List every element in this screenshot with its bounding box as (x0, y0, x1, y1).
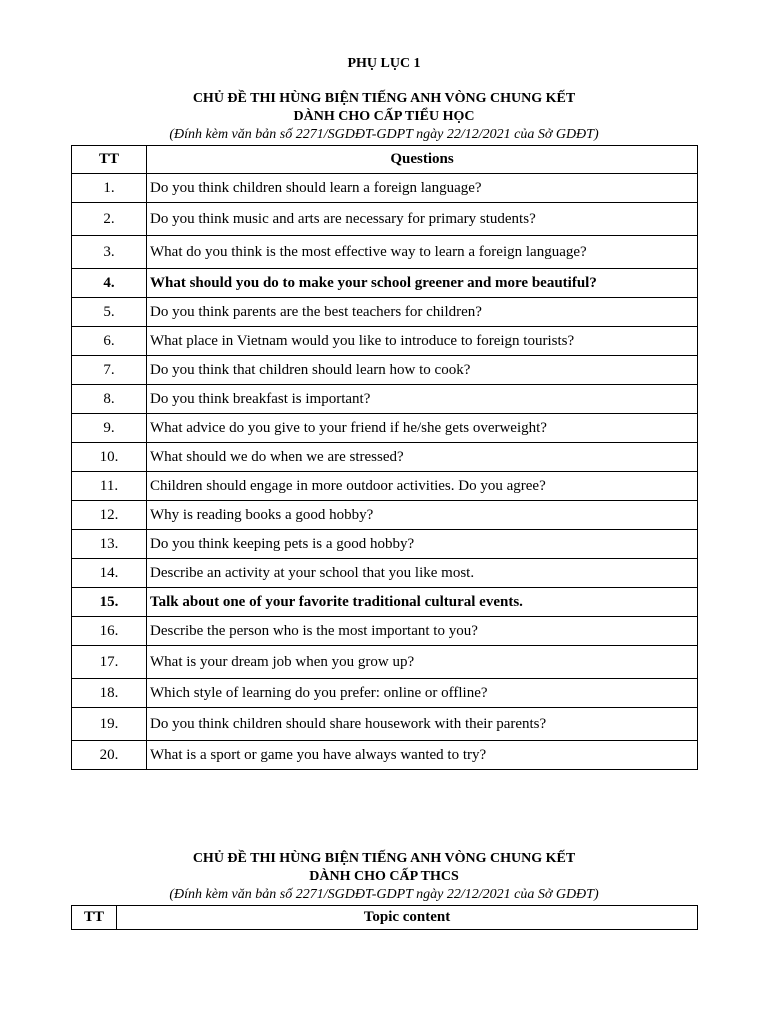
section1-title-line2: DÀNH CHO CẤP TIỂU HỌC (293, 109, 475, 124)
row-question: What should you do to make your school greener and more beautiful? (147, 269, 698, 298)
row-number: 12. (72, 501, 147, 530)
row-number: 9. (72, 414, 147, 443)
row-question: Which style of learning do you prefer: online or offline? (147, 679, 698, 708)
row-question: What place in Vietnam would you like to introduce to foreign tourists? (147, 327, 698, 356)
table-row (72, 588, 698, 617)
section2-subtitle: (Đính kèm văn bản số 2271/SGDĐT-GDPT ngày 22/12/2021 của Sở GDĐT) (169, 887, 599, 902)
table-row (72, 298, 698, 327)
table-row (72, 741, 698, 770)
header-topic-content: Topic content (117, 906, 698, 930)
row-number: 2. (72, 203, 147, 236)
row-number: 15. (72, 588, 147, 617)
header-tt: TT (72, 906, 117, 930)
row-number: 1. (72, 174, 147, 203)
row-number: 19. (72, 708, 147, 741)
row-question: Do you think children should learn a foreign language? (147, 174, 698, 203)
topics-table-header (72, 906, 698, 930)
row-number: 6. (72, 327, 147, 356)
section2-title-line1: CHỦ ĐỀ THI HÙNG BIỆN TIẾNG ANH VÒNG CHUNG KẾT (192, 851, 576, 866)
section1-title-line1: CHỦ ĐỀ THI HÙNG BIỆN TIẾNG ANH VÒNG CHUNG KẾT (192, 91, 576, 106)
table-row (72, 203, 698, 236)
table-row (72, 708, 698, 741)
questions-table (71, 145, 698, 770)
table-row (72, 443, 698, 472)
table-row (72, 174, 698, 203)
appendix-title: PHỤ LỤC 1 (347, 56, 421, 71)
table-row (72, 327, 698, 356)
row-question: What is your dream job when you grow up? (147, 646, 698, 679)
section1-subtitle: (Đính kèm văn bản số 2271/SGDĐT-GDPT ngày 22/12/2021 của Sở GDĐT) (169, 127, 599, 142)
row-number: 17. (72, 646, 147, 679)
row-question: What advice do you give to your friend if he/she gets overweight? (147, 414, 698, 443)
row-question: Why is reading books a good hobby? (147, 501, 698, 530)
row-number: 14. (72, 559, 147, 588)
table-row (72, 646, 698, 679)
row-question: Do you think that children should learn how to cook? (147, 356, 698, 385)
table-row (72, 236, 698, 269)
row-number: 4. (72, 269, 147, 298)
row-question: Do you think breakfast is important? (147, 385, 698, 414)
row-question: Do you think children should share housework with their parents? (147, 708, 698, 741)
table-row (72, 559, 698, 588)
row-question: What should we do when we are stressed? (147, 443, 698, 472)
row-question: What do you think is the most effective way to learn a foreign language? (147, 236, 698, 269)
topics-table (71, 905, 698, 930)
table-row (72, 501, 698, 530)
row-number: 20. (72, 741, 147, 770)
row-question: Describe an activity at your school that you like most. (147, 559, 698, 588)
row-question: Talk about one of your favorite traditional cultural events. (147, 588, 698, 617)
table-row (72, 356, 698, 385)
header-questions: Questions (147, 146, 698, 174)
header-tt: TT (72, 146, 147, 174)
table-row (72, 472, 698, 501)
row-number: 7. (72, 356, 147, 385)
table-row (72, 414, 698, 443)
row-question: What is a sport or game you have always wanted to try? (147, 741, 698, 770)
row-question: Describe the person who is the most important to you? (147, 617, 698, 646)
row-number: 13. (72, 530, 147, 559)
row-number: 3. (72, 236, 147, 269)
row-question: Do you think music and arts are necessary for primary students? (147, 203, 698, 236)
row-question: Do you think keeping pets is a good hobby? (147, 530, 698, 559)
table-row (72, 385, 698, 414)
row-number: 11. (72, 472, 147, 501)
row-number: 8. (72, 385, 147, 414)
row-number: 18. (72, 679, 147, 708)
row-question: Do you think parents are the best teachers for children? (147, 298, 698, 327)
questions-table-header (72, 146, 698, 174)
row-question: Children should engage in more outdoor activities. Do you agree? (147, 472, 698, 501)
table-row (72, 530, 698, 559)
table-row (72, 679, 698, 708)
row-number: 5. (72, 298, 147, 327)
table-row (72, 617, 698, 646)
table-row (72, 269, 698, 298)
section2-title-line2: DÀNH CHO CẤP THCS (309, 869, 459, 884)
row-number: 16. (72, 617, 147, 646)
row-number: 10. (72, 443, 147, 472)
